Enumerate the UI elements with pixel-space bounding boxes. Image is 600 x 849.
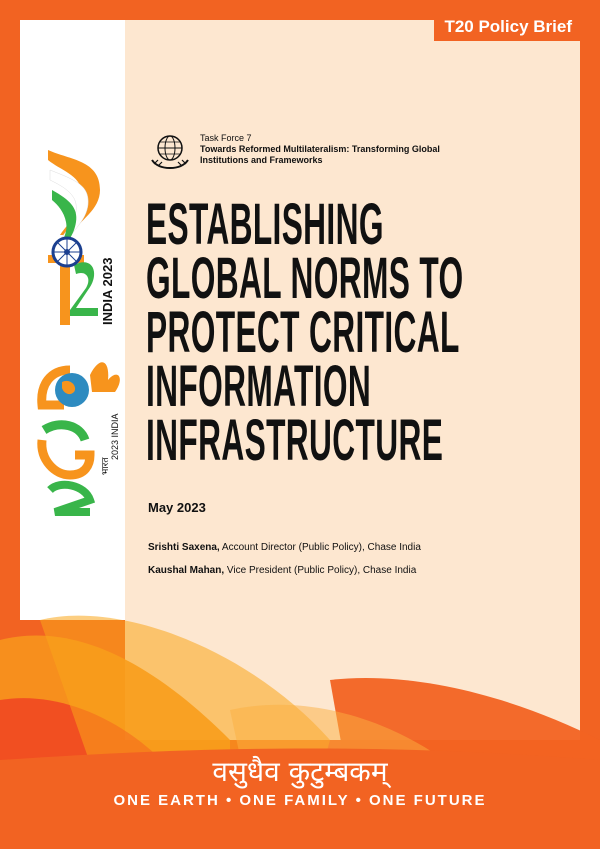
globe-hands-icon <box>148 130 192 174</box>
title-line: ESTABLISHING <box>146 192 384 258</box>
task-force-title-line2: Institutions and Frameworks <box>200 155 323 165</box>
g20-india-2023-text: 2023 INDIA <box>110 413 120 460</box>
author-entry <box>148 565 416 576</box>
title-line: GLOBAL NORMS TO <box>146 246 464 312</box>
task-force-text <box>200 133 440 166</box>
g20-hindi-text: भारत <box>100 457 110 475</box>
document-title <box>146 190 464 474</box>
footer-tagline: ONE EARTH • ONE FAMILY • ONE FUTURE <box>113 792 487 809</box>
author-entry <box>148 542 421 553</box>
logo-area <box>30 140 125 520</box>
t20-india-2023-text: INDIA 2023 <box>100 257 115 325</box>
title-line: INFRASTRUCTURE <box>146 408 444 474</box>
author-role: Account Director (Public Policy), Chase India <box>219 542 421 553</box>
title-line: PROTECT CRITICAL <box>146 300 460 366</box>
task-force-header <box>148 130 508 174</box>
author-role: Vice President (Public Policy), Chase India <box>224 565 417 576</box>
title-line: INFORMATION <box>146 354 372 420</box>
author-name: Srishti Saxena, <box>148 542 220 553</box>
task-force-title-line1: Towards Reformed Multilateralism: Transforming Global <box>200 144 440 154</box>
footer-hindi-motto: वसुधैव कुटुम्बकम् <box>212 755 388 788</box>
author-name: Kaushal Mahan, <box>148 565 225 576</box>
publication-date: May 2023 <box>148 500 206 515</box>
policy-brief-badge: T20 Policy Brief <box>434 14 580 41</box>
task-force-label: Task Force 7 <box>200 133 252 143</box>
